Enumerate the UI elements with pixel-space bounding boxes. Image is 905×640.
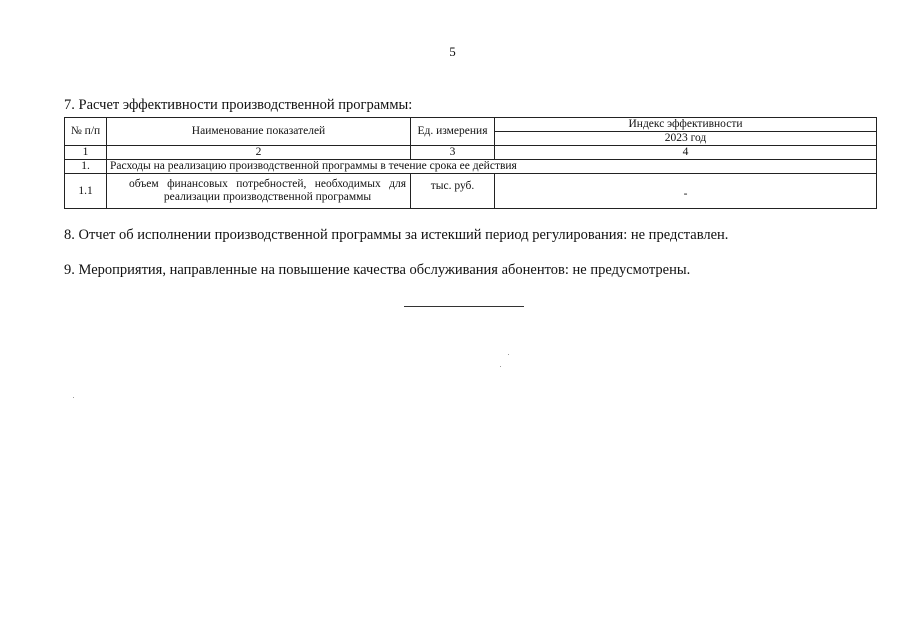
scan-speck [508,354,509,355]
row-num: 1. [65,160,107,174]
header-year: 2023 год [495,132,877,146]
scan-speck [500,366,501,367]
row-name: объем финансовых потребностей, необходимых для реализации производственной программы [107,174,411,209]
column-number: 4 [495,146,877,160]
row-num: 1.1 [65,174,107,209]
column-number: 1 [65,146,107,160]
end-divider [404,306,524,307]
header-num: № п/п [65,118,107,146]
row-value: - [495,174,877,209]
header-name: Наименование показателей [107,118,411,146]
row-name: Расходы на реализацию производственной программы в течение срока ее действия [107,160,877,174]
efficiency-table [64,117,877,209]
header-index: Индекс эффективности [495,118,877,132]
column-number-row [65,146,877,160]
column-number: 3 [411,146,495,160]
section-9-text: 9. Мероприятия, направленные на повышение качества обслуживания абонентов: не предусмотрены. [64,262,691,278]
scan-speck [73,397,74,398]
column-number: 2 [107,146,411,160]
page-number: 5 [449,44,456,59]
header-unit: Ед. измерения [411,118,495,146]
section-7-heading: 7. Расчет эффективности производственной программы: [64,97,413,113]
table-header-row [65,118,877,132]
table-row [65,160,877,174]
row-unit: тыс. руб. [411,174,495,209]
section-8-text: 8. Отчет об исполнении производственной программы за истекший период регулирования: не представлен. [64,227,729,243]
table-row [65,174,877,209]
